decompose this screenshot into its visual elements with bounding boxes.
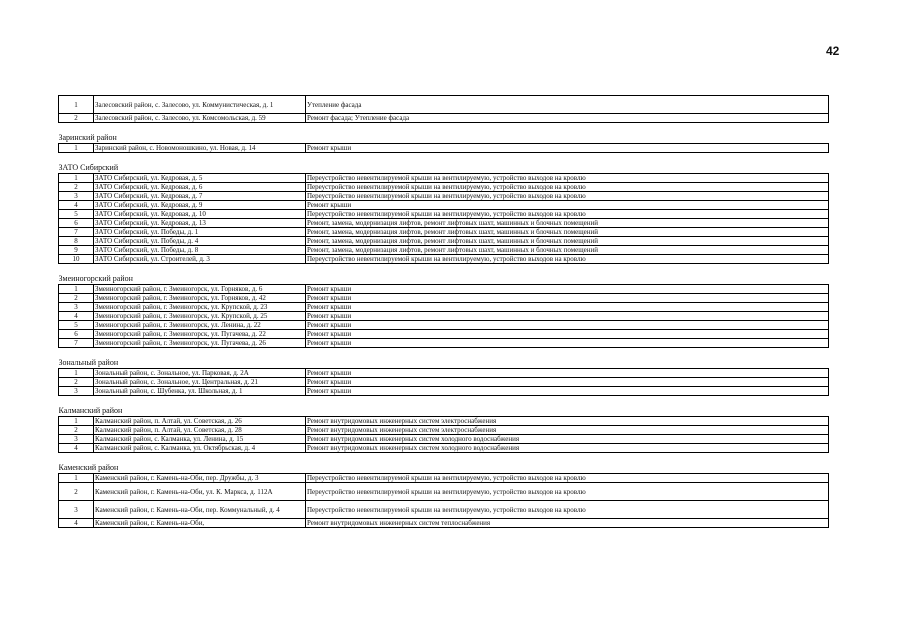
row-number-cell: 3 — [59, 387, 94, 396]
table-row — [59, 228, 829, 237]
work-type-cell: Переустройство невентилируемой крыши на вентилируемую, устройство выходов на кровлю — [306, 210, 829, 219]
row-number-cell: 4 — [59, 312, 94, 321]
work-type-cell: Ремонт внутридомовых инженерных систем теплоснабжения — [306, 519, 829, 528]
address-cell: ЗАТО Сибирский, ул. Победы, д. 8 — [94, 246, 306, 255]
table-row — [59, 501, 829, 519]
row-number-cell: 2 — [59, 378, 94, 387]
page-number: 42 — [826, 44, 840, 58]
region-heading-row — [59, 406, 829, 417]
row-number-cell: 1 — [59, 369, 94, 378]
row-number-cell: 2 — [59, 426, 94, 435]
work-type-cell: Переустройство невентилируемой крыши на вентилируемую, устройство выходов на кровлю — [306, 474, 829, 483]
region-heading: ЗАТО Сибирский — [59, 163, 829, 174]
work-type-cell: Ремонт крыши — [306, 321, 829, 330]
address-cell: Каменский район, г. Камень-на-Оби, — [94, 519, 306, 528]
work-type-cell: Ремонт крыши — [306, 201, 829, 210]
row-number-cell: 3 — [59, 501, 94, 519]
table-row — [59, 144, 829, 153]
address-cell: Залесовский район, с. Залесово, ул. Комсомольская, д. 59 — [94, 114, 306, 123]
row-number-cell: 2 — [59, 483, 94, 501]
table-row — [59, 321, 829, 330]
work-type-cell: Ремонт крыши — [306, 144, 829, 153]
table-row — [59, 312, 829, 321]
table-row — [59, 444, 829, 453]
row-number-cell: 1 — [59, 96, 94, 114]
address-cell: Зональный район, с. Шубенка, ул. Школьная, д. 1 — [94, 387, 306, 396]
work-type-cell: Переустройство невентилируемой крыши на вентилируемую, устройство выходов на кровлю — [306, 501, 829, 519]
block-spacer — [59, 453, 829, 464]
address-cell: Калманский район, п. Алтай, ул. Советская, д. 26 — [94, 417, 306, 426]
address-cell: Змеиногорский район, г. Змеиногорск, ул. Горняков, д. 6 — [94, 285, 306, 294]
work-type-cell: Ремонт крыши — [306, 303, 829, 312]
block-spacer — [59, 123, 829, 134]
region-heading-row — [59, 133, 829, 144]
work-type-cell: Ремонт крыши — [306, 330, 829, 339]
row-number-cell: 8 — [59, 237, 94, 246]
table-row — [59, 519, 829, 528]
row-number-cell: 2 — [59, 294, 94, 303]
row-number-cell: 4 — [59, 201, 94, 210]
work-type-cell: Ремонт крыши — [306, 378, 829, 387]
table-row — [59, 294, 829, 303]
work-type-cell: Ремонт, замена, модернизация лифтов, ремонт лифтовых шахт, машинных и блочных помещений — [306, 237, 829, 246]
address-cell: ЗАТО Сибирский, ул. Победы, д. 4 — [94, 237, 306, 246]
table-row — [59, 417, 829, 426]
table-row — [59, 237, 829, 246]
work-type-cell: Ремонт крыши — [306, 294, 829, 303]
region-heading: Зональный район — [59, 358, 829, 369]
region-heading: Заринский район — [59, 133, 829, 144]
region-heading: Каменский район — [59, 463, 829, 474]
table-row — [59, 426, 829, 435]
block-spacer — [59, 396, 829, 407]
address-cell: Змеиногорский район, г. Змеиногорск, ул. Пугачева, д. 26 — [94, 339, 306, 348]
row-number-cell: 3 — [59, 192, 94, 201]
work-type-cell: Ремонт крыши — [306, 312, 829, 321]
document-body — [58, 95, 829, 528]
table-row — [59, 210, 829, 219]
row-number-cell: 2 — [59, 114, 94, 123]
work-type-cell: Переустройство невентилируемой крыши на вентилируемую, устройство выходов на кровлю — [306, 483, 829, 501]
work-type-cell: Ремонт внутридомовых инженерных систем холодного водоснабжения — [306, 435, 829, 444]
table-row — [59, 339, 829, 348]
region-heading: Змеиногорский район — [59, 274, 829, 285]
work-type-cell: Ремонт внутридомовых инженерных систем электроснабжения — [306, 417, 829, 426]
address-cell: Зональный район, с. Зональное, ул. Парковая, д. 2А — [94, 369, 306, 378]
address-cell: ЗАТО Сибирский, ул. Кедровая, д. 10 — [94, 210, 306, 219]
row-number-cell: 6 — [59, 219, 94, 228]
address-cell: ЗАТО Сибирский, ул. Кедровая, д. 5 — [94, 174, 306, 183]
work-type-cell: Переустройство невентилируемой крыши на вентилируемую, устройство выходов на кровлю — [306, 183, 829, 192]
block-spacer — [59, 348, 829, 359]
region-heading-row — [59, 358, 829, 369]
table-row — [59, 219, 829, 228]
work-type-cell: Переустройство невентилируемой крыши на вентилируемую, устройство выходов на кровлю — [306, 174, 829, 183]
row-number-cell: 9 — [59, 246, 94, 255]
table-row — [59, 483, 829, 501]
address-cell: Калманский район, п. Алтай, ул. Советская, д. 28 — [94, 426, 306, 435]
address-cell: Змеиногорский район, г. Змеиногорск, ул. Пугачева, д. 22 — [94, 330, 306, 339]
address-cell: Змеиногорский район, г. Змеиногорск, ул. Ленина, д. 22 — [94, 321, 306, 330]
row-number-cell: 6 — [59, 330, 94, 339]
work-type-cell: Ремонт крыши — [306, 285, 829, 294]
address-cell: Калманский район, с. Калманка, ул. Октябрьская, д. 4 — [94, 444, 306, 453]
address-cell: Змеиногорский район, г. Змеиногорск, ул. Горняков, д. 42 — [94, 294, 306, 303]
table-row — [59, 255, 829, 264]
work-type-cell: Ремонт крыши — [306, 387, 829, 396]
work-type-cell: Ремонт крыши — [306, 369, 829, 378]
row-number-cell: 1 — [59, 144, 94, 153]
work-type-cell: Утепление фасада — [306, 96, 829, 114]
region-heading-row — [59, 163, 829, 174]
row-number-cell: 4 — [59, 519, 94, 528]
work-type-cell: Переустройство невентилируемой крыши на вентилируемую, устройство выходов на кровлю — [306, 192, 829, 201]
row-number-cell: 1 — [59, 474, 94, 483]
row-number-cell: 1 — [59, 285, 94, 294]
table-row — [59, 183, 829, 192]
table-row — [59, 174, 829, 183]
table-row — [59, 378, 829, 387]
row-number-cell: 7 — [59, 339, 94, 348]
address-cell: Каменский район, г. Камень-на-Оби, пер. Коммунальный, д. 4 — [94, 501, 306, 519]
table-row — [59, 201, 829, 210]
table-row — [59, 435, 829, 444]
address-cell: Залесовский район, с. Залесово, ул. Коммунистическая, д. 1 — [94, 96, 306, 114]
address-cell: ЗАТО Сибирский, ул. Победы, д. 1 — [94, 228, 306, 237]
address-cell: Калманский район, с. Калманка, ул. Ленина, д. 15 — [94, 435, 306, 444]
table-row — [59, 330, 829, 339]
table-row — [59, 369, 829, 378]
address-cell: ЗАТО Сибирский, ул. Кедровая, д. 9 — [94, 201, 306, 210]
row-number-cell: 10 — [59, 255, 94, 264]
row-number-cell: 7 — [59, 228, 94, 237]
address-cell: ЗАТО Сибирский, ул. Кедровая, д. 6 — [94, 183, 306, 192]
work-type-cell: Ремонт, замена, модернизация лифтов, ремонт лифтовых шахт, машинных и блочных помещений — [306, 246, 829, 255]
region-heading-row — [59, 274, 829, 285]
address-cell: Каменский район, г. Камень-на-Оби, пер. Дружбы, д. 3 — [94, 474, 306, 483]
row-number-cell: 1 — [59, 174, 94, 183]
table-row — [59, 387, 829, 396]
address-cell: Зональный район, с. Зональное, ул. Центральная, д. 21 — [94, 378, 306, 387]
block-spacer — [59, 153, 829, 164]
row-number-cell: 1 — [59, 417, 94, 426]
address-cell: ЗАТО Сибирский, ул. Строителей, д. 3 — [94, 255, 306, 264]
row-number-cell: 2 — [59, 183, 94, 192]
table-row — [59, 474, 829, 483]
address-cell: Заринский район, с. Новомоношкино, ул. Новая, д. 14 — [94, 144, 306, 153]
region-heading: Калманский район — [59, 406, 829, 417]
work-type-cell: Ремонт внутридомовых инженерных систем холодного водоснабжения — [306, 444, 829, 453]
work-type-cell: Ремонт, замена, модернизация лифтов, ремонт лифтовых шахт, машинных и блочных помещений — [306, 228, 829, 237]
address-cell: Змеиногорский район, г. Змеиногорск, ул. Крупской, д. 23 — [94, 303, 306, 312]
work-type-cell: Ремонт фасада; Утепление фасада — [306, 114, 829, 123]
work-type-cell: Переустройство невентилируемой крыши на вентилируемую, устройство выходов на кровлю — [306, 255, 829, 264]
work-type-cell: Ремонт крыши — [306, 339, 829, 348]
row-number-cell: 4 — [59, 444, 94, 453]
table-row — [59, 303, 829, 312]
row-number-cell: 5 — [59, 210, 94, 219]
block-spacer — [59, 264, 829, 275]
table-row — [59, 114, 829, 123]
repair-program-table — [58, 95, 829, 528]
table-row — [59, 285, 829, 294]
row-number-cell: 3 — [59, 303, 94, 312]
address-cell: Каменский район, г. Камень-на-Оби, ул. К. Маркса, д. 112А — [94, 483, 306, 501]
region-heading-row — [59, 463, 829, 474]
row-number-cell: 3 — [59, 435, 94, 444]
table-row — [59, 246, 829, 255]
row-number-cell: 5 — [59, 321, 94, 330]
table-row — [59, 192, 829, 201]
work-type-cell: Ремонт внутридомовых инженерных систем электроснабжения — [306, 426, 829, 435]
table-row — [59, 96, 829, 114]
address-cell: Змеиногорский район, г. Змеиногорск, ул. Крупской, д. 25 — [94, 312, 306, 321]
work-type-cell: Ремонт, замена, модернизация лифтов, ремонт лифтовых шахт, машинных и блочных помещений — [306, 219, 829, 228]
address-cell: ЗАТО Сибирский, ул. Кедровая, д. 7 — [94, 192, 306, 201]
address-cell: ЗАТО Сибирский, ул. Кедровая, д. 13 — [94, 219, 306, 228]
